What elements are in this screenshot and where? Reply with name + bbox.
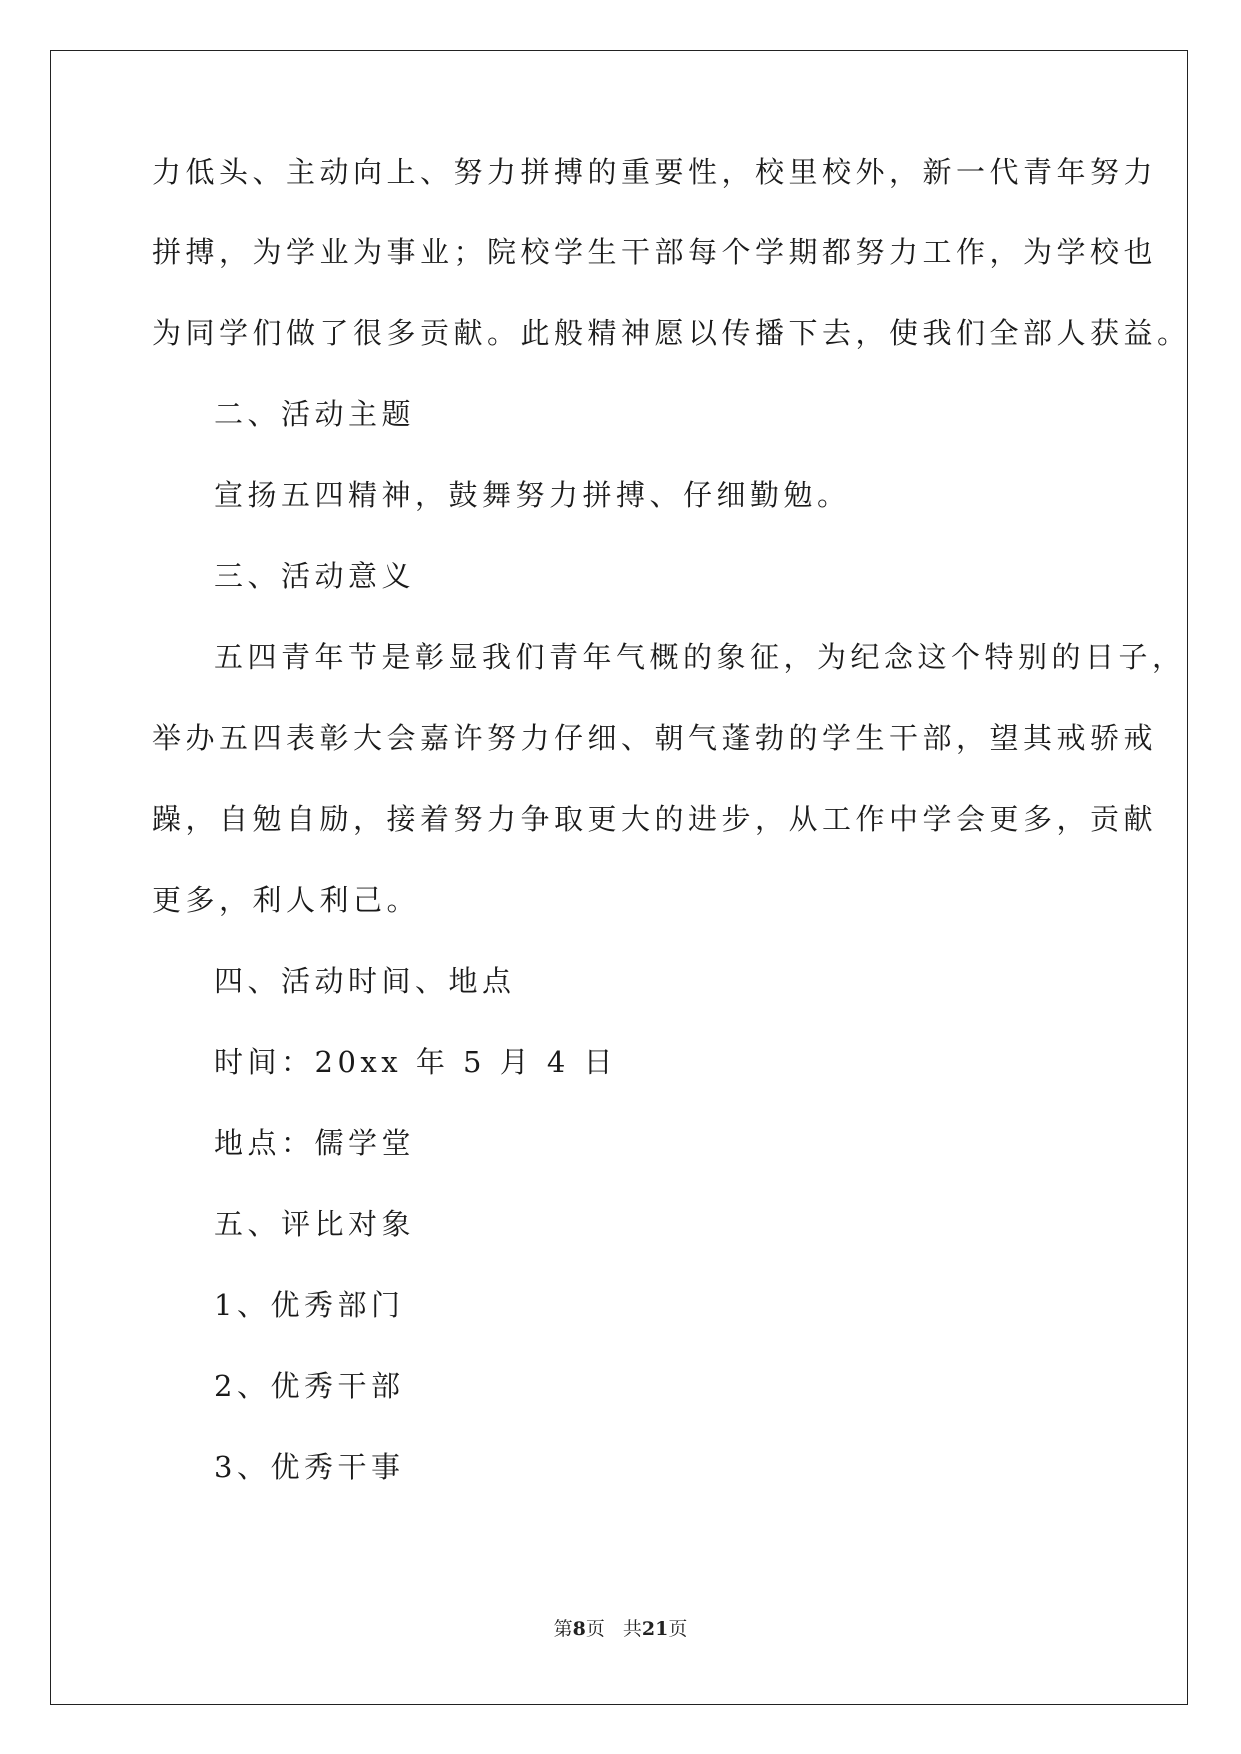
list-item-1: 1、优秀部门	[214, 1288, 405, 1322]
body-line-3: 为同学们做了很多贡献。此般精神愿以传播下去，使我们全部人获益。	[152, 316, 1191, 350]
significance-line-4: 更多，利人利己。	[152, 883, 421, 917]
significance-line-2: 举办五四表彰大会嘉许努力仔细、朝气蓬勃的学生干部，望其戒骄戒	[152, 721, 1158, 755]
section-heading-time-place: 四、活动时间、地点	[214, 964, 516, 998]
place-text: 地点：儒学堂	[214, 1126, 416, 1160]
total-pages: 21	[641, 1618, 669, 1640]
significance-line-1: 五四青年节是彰显我们青年气概的象征，为纪念这个特别的日子，	[214, 640, 1186, 674]
list-item-3: 3、优秀干事	[214, 1450, 405, 1484]
section-heading-significance: 三、活动意义	[214, 559, 416, 593]
page-suffix: 页	[585, 1618, 605, 1640]
page-prefix: 第	[553, 1618, 573, 1640]
body-line-1: 力低头、主动向上、努力拼搏的重要性，校里校外，新一代青年努力	[152, 155, 1158, 189]
section-heading-targets: 五、评比对象	[214, 1207, 416, 1241]
significance-line-3: 躁，自勉自励，接着努力争取更大的进步，从工作中学会更多，贡献	[152, 802, 1158, 836]
list-item-2: 2、优秀干部	[214, 1369, 405, 1403]
total-prefix: 共	[622, 1618, 642, 1640]
section-heading-theme: 二、活动主题	[214, 397, 416, 431]
page-footer	[0, 1617, 1241, 1641]
time-text: 时间：20xx 年 5 月 4 日	[214, 1045, 618, 1079]
total-suffix: 页	[668, 1618, 688, 1640]
theme-text: 宣扬五四精神，鼓舞努力拼搏、仔细勤勉。	[214, 478, 851, 512]
body-line-2: 拼搏，为学业为事业；院校学生干部每个学期都努力工作，为学校也	[152, 235, 1158, 269]
page-number: 8	[572, 1618, 586, 1640]
